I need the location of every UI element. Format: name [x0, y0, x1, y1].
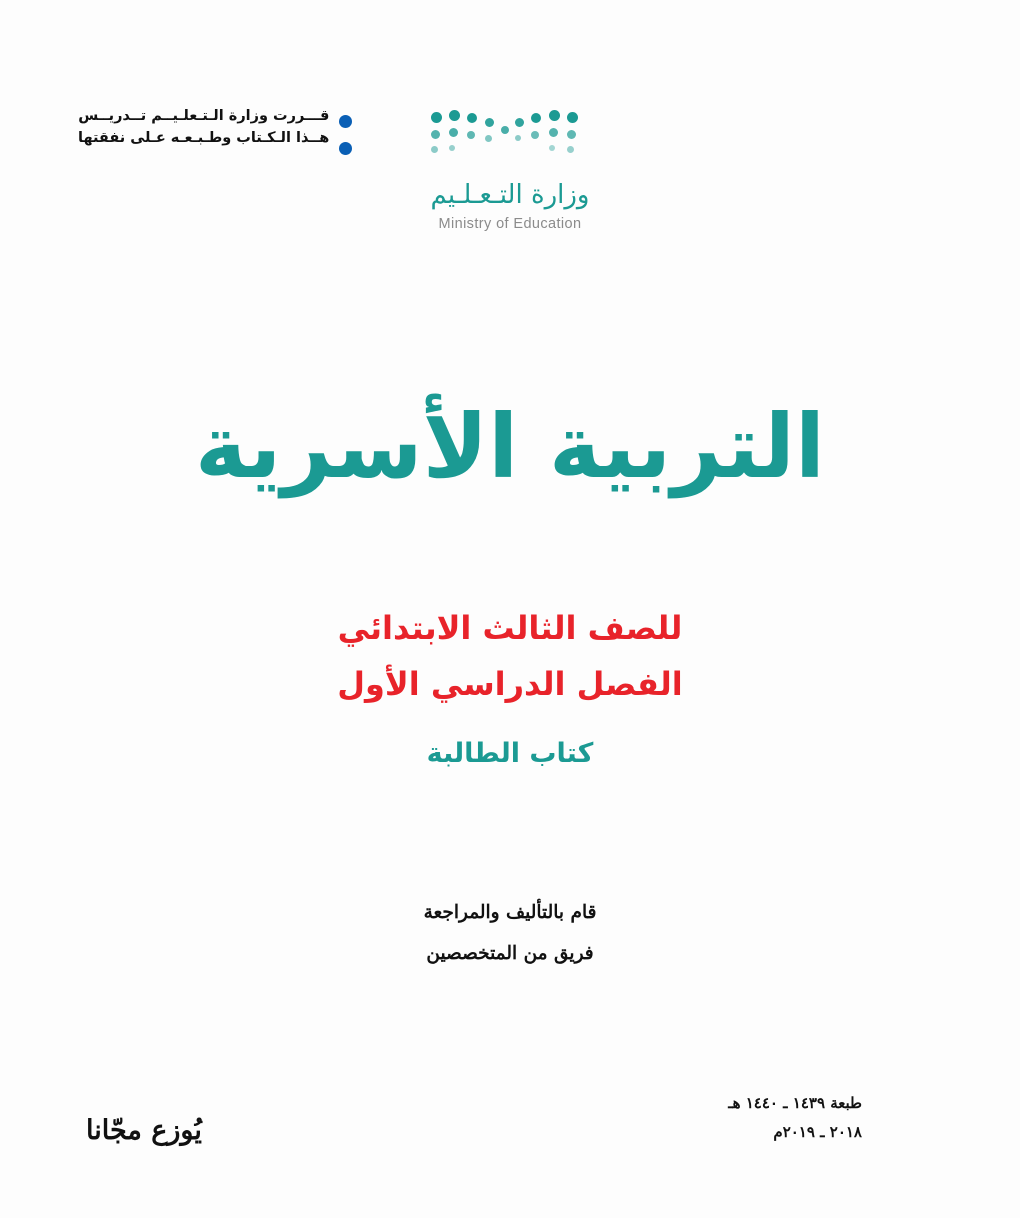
book-subtitle-block [0, 600, 1020, 769]
ministry-name-english: Ministry of Education [438, 216, 582, 232]
authors-line-2: فريق من المتخصصين [426, 942, 594, 964]
book-edition-type: كتاب الطالبة [426, 738, 594, 769]
decision-note-line-1: قـــررت وزارة الـتـعلـيــم تــدريــس [78, 108, 330, 124]
authors-block [0, 893, 1020, 974]
book-term: الفصل الدراسي الأول [337, 665, 683, 703]
edition-info [728, 1089, 862, 1146]
authors-line-1: قام بالتأليف والمراجعة [423, 902, 597, 923]
decision-note-line-2: هــذا الـكـتاب وطـبـعـه عـلى نفقتها [78, 130, 330, 146]
book-title: التربية الأسرية [194, 395, 826, 498]
edition-gregorian: ٢٠١٨ ـ ٢٠١٩م [773, 1122, 862, 1141]
ministry-logo-block [0, 104, 1020, 232]
free-distribution-mark: يُوزع مجّانا [86, 1115, 202, 1146]
edition-hijri: طبعة ١٤٣٩ ـ ١٤٤٠ هـ [728, 1094, 862, 1112]
ministry-name-arabic: وزارة التـعـلـيم [430, 180, 590, 210]
book-grade: للصف الثالث الابتدائي [337, 609, 683, 647]
ministry-dots-icon [425, 104, 595, 162]
